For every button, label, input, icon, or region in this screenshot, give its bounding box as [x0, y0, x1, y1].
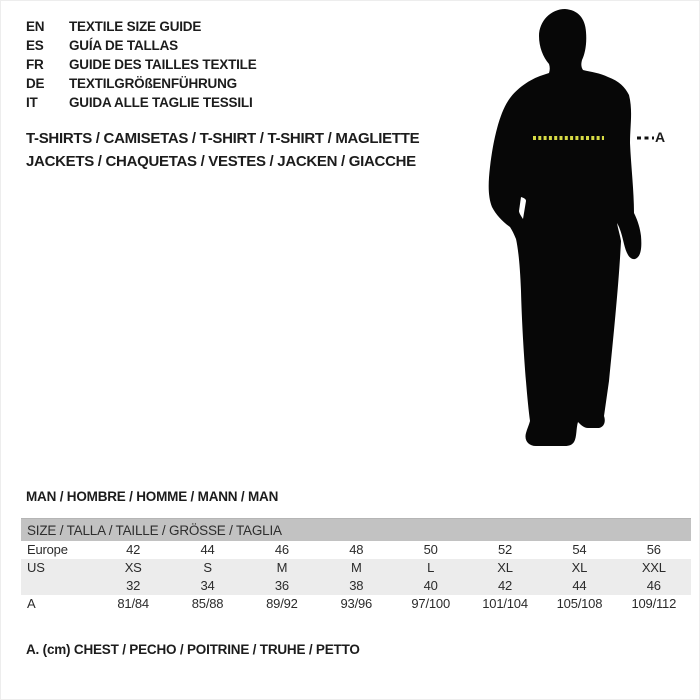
table-row-europe: [21, 541, 691, 559]
table-row-numeric: [21, 577, 691, 595]
row-label-us: US: [27, 560, 45, 575]
man-silhouette-shape: [489, 9, 642, 446]
us-size-cell: L: [427, 560, 435, 575]
section-title-man: MAN / HOMBRE / HOMME / MANN / MAN: [26, 489, 279, 504]
measure-label-a: A: [655, 129, 666, 145]
europe-size-cell: 50: [423, 542, 438, 557]
lang-title-it: GUIDA ALLE TAGLIE TESSILI: [69, 95, 253, 110]
chest-cm-cell: 89/92: [266, 596, 298, 611]
measure-footnote: A. (cm) CHEST / PECHO / POITRINE / TRUHE / PETTO: [26, 642, 360, 657]
chest-cm-cell: 81/84: [117, 596, 149, 611]
europe-size-cell: 46: [274, 542, 289, 557]
us-size-cell: XXL: [641, 560, 666, 575]
lang-code-it: IT: [26, 95, 38, 110]
europe-size-cell: 42: [126, 542, 141, 557]
us-size-cell: M: [350, 560, 362, 575]
europe-size-cell: 56: [646, 542, 661, 557]
chest-cm-cell: 105/108: [556, 596, 603, 611]
lang-title-en: TEXTILE SIZE GUIDE: [69, 19, 202, 34]
chest-cm-cell: 109/112: [631, 596, 677, 611]
europe-size-cell: 52: [498, 542, 513, 557]
us-size-cell: M: [276, 560, 288, 575]
us-size-cell: XS: [124, 560, 142, 575]
lang-title-de: TEXTILGRÖßENFÜHRUNG: [69, 76, 237, 91]
man-silhouette-svg: [481, 1, 700, 461]
numeric-size-cell: 44: [572, 578, 587, 593]
us-size-cell: S: [203, 560, 212, 575]
lang-title-es: GUÍA DE TALLAS: [69, 38, 178, 53]
numeric-size-cell: 38: [349, 578, 364, 593]
chest-cm-cell: 93/96: [340, 596, 373, 611]
us-size-cell: XL: [497, 560, 513, 575]
category-lines: [26, 127, 419, 173]
chest-cm-cell: 97/100: [411, 596, 450, 611]
lang-code-de: DE: [26, 76, 45, 91]
category-jackets: JACKETS / CHAQUETAS / VESTES / JACKEN / GIACCHE: [26, 153, 416, 170]
lang-code-fr: FR: [26, 57, 44, 72]
europe-size-cell: 44: [200, 542, 215, 557]
language-title-block: [26, 17, 257, 112]
category-tshirts: T-SHIRTS / CAMISETAS / T-SHIRT / T-SHIRT / MAGLIETTE: [26, 130, 420, 147]
size-table-header: SIZE / TALLA / TAILLE / GRÖSSE / TAGLIA: [21, 518, 691, 541]
table-row-chest: [21, 595, 691, 613]
numeric-size-cell: 42: [498, 578, 513, 593]
numeric-size-cell: 34: [200, 578, 215, 593]
table-row-us: [21, 559, 691, 577]
row-label-chest: A: [27, 596, 36, 611]
lang-code-es: ES: [26, 38, 44, 53]
lang-title-fr: GUIDE DES TAILLES TEXTILE: [69, 57, 257, 72]
lang-code-en: EN: [26, 19, 45, 34]
us-size-cell: XL: [571, 560, 588, 575]
chest-cm-cell: 85/88: [191, 596, 224, 611]
europe-size-cell: 54: [572, 542, 587, 557]
row-label-europe: Europe: [27, 542, 68, 557]
numeric-size-cell: 36: [274, 578, 289, 593]
numeric-size-cell: 40: [423, 578, 438, 593]
numeric-size-cell: 32: [126, 578, 141, 593]
europe-size-cell: 48: [349, 542, 364, 557]
size-table: [21, 518, 691, 613]
numeric-size-cell: 46: [646, 578, 661, 593]
man-silhouette-figure: [481, 1, 700, 461]
chest-cm-cell: 101/104: [482, 596, 528, 611]
